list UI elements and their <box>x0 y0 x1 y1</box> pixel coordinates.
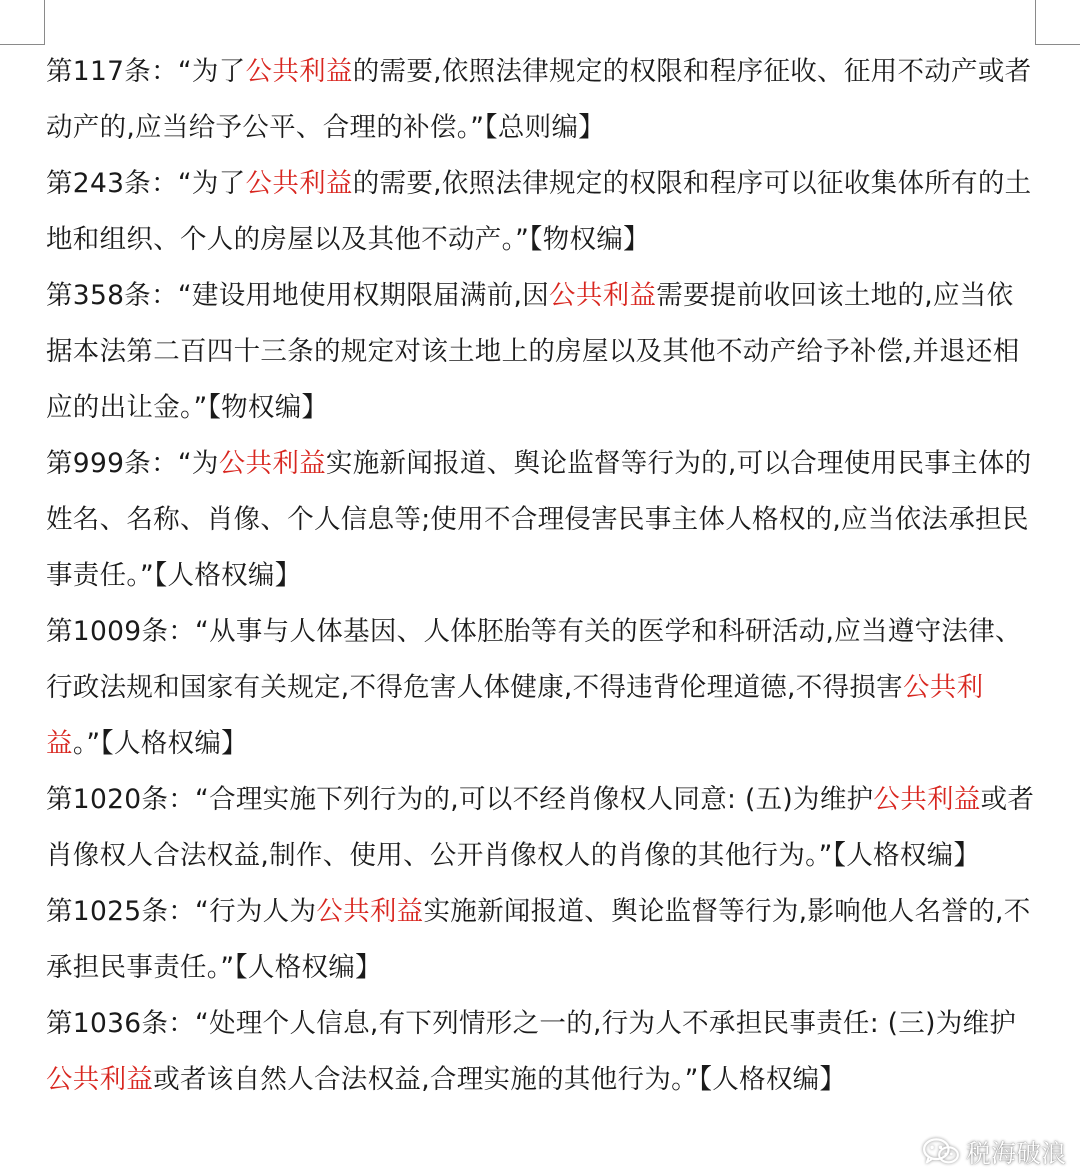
wechat-icon <box>922 1137 960 1167</box>
article-paragraph <box>46 772 1040 884</box>
article-text: 的需要,依照法律规定的权限和程序可以征收集体所有的土地和组织、个人的房屋以及其他不动产。”【物权编】 <box>46 168 1032 255</box>
highlighted-term: 公共利益 <box>245 168 353 199</box>
article-paragraph <box>46 604 1040 772</box>
article-text: 的需要,依照法律规定的权限和程序征收、征用不动产或者动产的,应当给予公平、合理的补偿。”【总则编】 <box>46 56 1032 143</box>
article-text: 第1025条：“行为人为 <box>46 896 317 927</box>
article-text: 或者肖像权人合法权益,制作、使用、公开肖像权人的肖像的其他行为。”【人格权编】 <box>46 784 1035 871</box>
highlighted-term: 公共利益 <box>46 1064 154 1095</box>
article-text: 第1009条：“从事与人体基因、人体胚胎等有关的医学和科研活动,应当遵守法律、行政法规和国家有关规定,不得危害人体健康,不得违背伦理道德,不得损害 <box>46 616 1022 703</box>
highlighted-term: 公共利益 <box>873 784 981 815</box>
article-paragraph <box>46 268 1040 436</box>
crop-mark-top-left <box>0 0 45 45</box>
article-text: 第1036条：“处理个人信息,有下列情形之一的,行为人不承担民事责任: (三)为维护 <box>46 1008 1017 1039</box>
highlighted-term: 公共利益 <box>46 672 984 759</box>
article-paragraph <box>46 884 1040 996</box>
article-text: 实施新闻报道、舆论监督等行为的,可以合理使用民事主体的姓名、名称、肖像、个人信息等;使用不合理侵害民事主体人格权的,应当依法承担民事责任。”【人格权编】 <box>46 448 1032 591</box>
article-text: 。”【人格权编】 <box>72 728 248 759</box>
article-text: 第358条：“建设用地使用权期限届满前,因 <box>46 280 550 311</box>
article-paragraph <box>46 436 1040 604</box>
document-body <box>46 44 1040 1108</box>
article-text: 实施新闻报道、舆论监督等行为,影响他人名誉的,不承担民事责任。”【人格权编】 <box>46 896 1031 983</box>
article-text: 第243条：“为了 <box>46 168 246 199</box>
highlighted-term: 公共利益 <box>316 896 424 927</box>
article-text: 第999条：“为 <box>46 448 219 479</box>
highlighted-term: 公共利益 <box>245 56 353 87</box>
article-text: 第1020条：“合理实施下列行为的,可以不经肖像权人同意: (五)为维护 <box>46 784 874 815</box>
article-text: 或者该自然人合法权益,合理实施的其他行为。”【人格权编】 <box>153 1064 847 1095</box>
article-text: 第117条：“为了 <box>46 56 246 87</box>
article-paragraph <box>46 996 1040 1108</box>
article-text: 需要提前收回该土地的,应当依据本法第二百四十三条的规定对该土地上的房屋以及其他不动产给予补偿,并退还相应的出让金。”【物权编】 <box>46 280 1020 423</box>
highlighted-term: 公共利益 <box>218 448 326 479</box>
article-paragraph <box>46 156 1040 268</box>
article-paragraph <box>46 44 1040 156</box>
watermark <box>922 1135 1066 1169</box>
highlighted-term: 公共利益 <box>549 280 657 311</box>
watermark-text: 税海破浪 <box>965 1139 1066 1168</box>
crop-mark-top-right <box>1035 0 1080 45</box>
